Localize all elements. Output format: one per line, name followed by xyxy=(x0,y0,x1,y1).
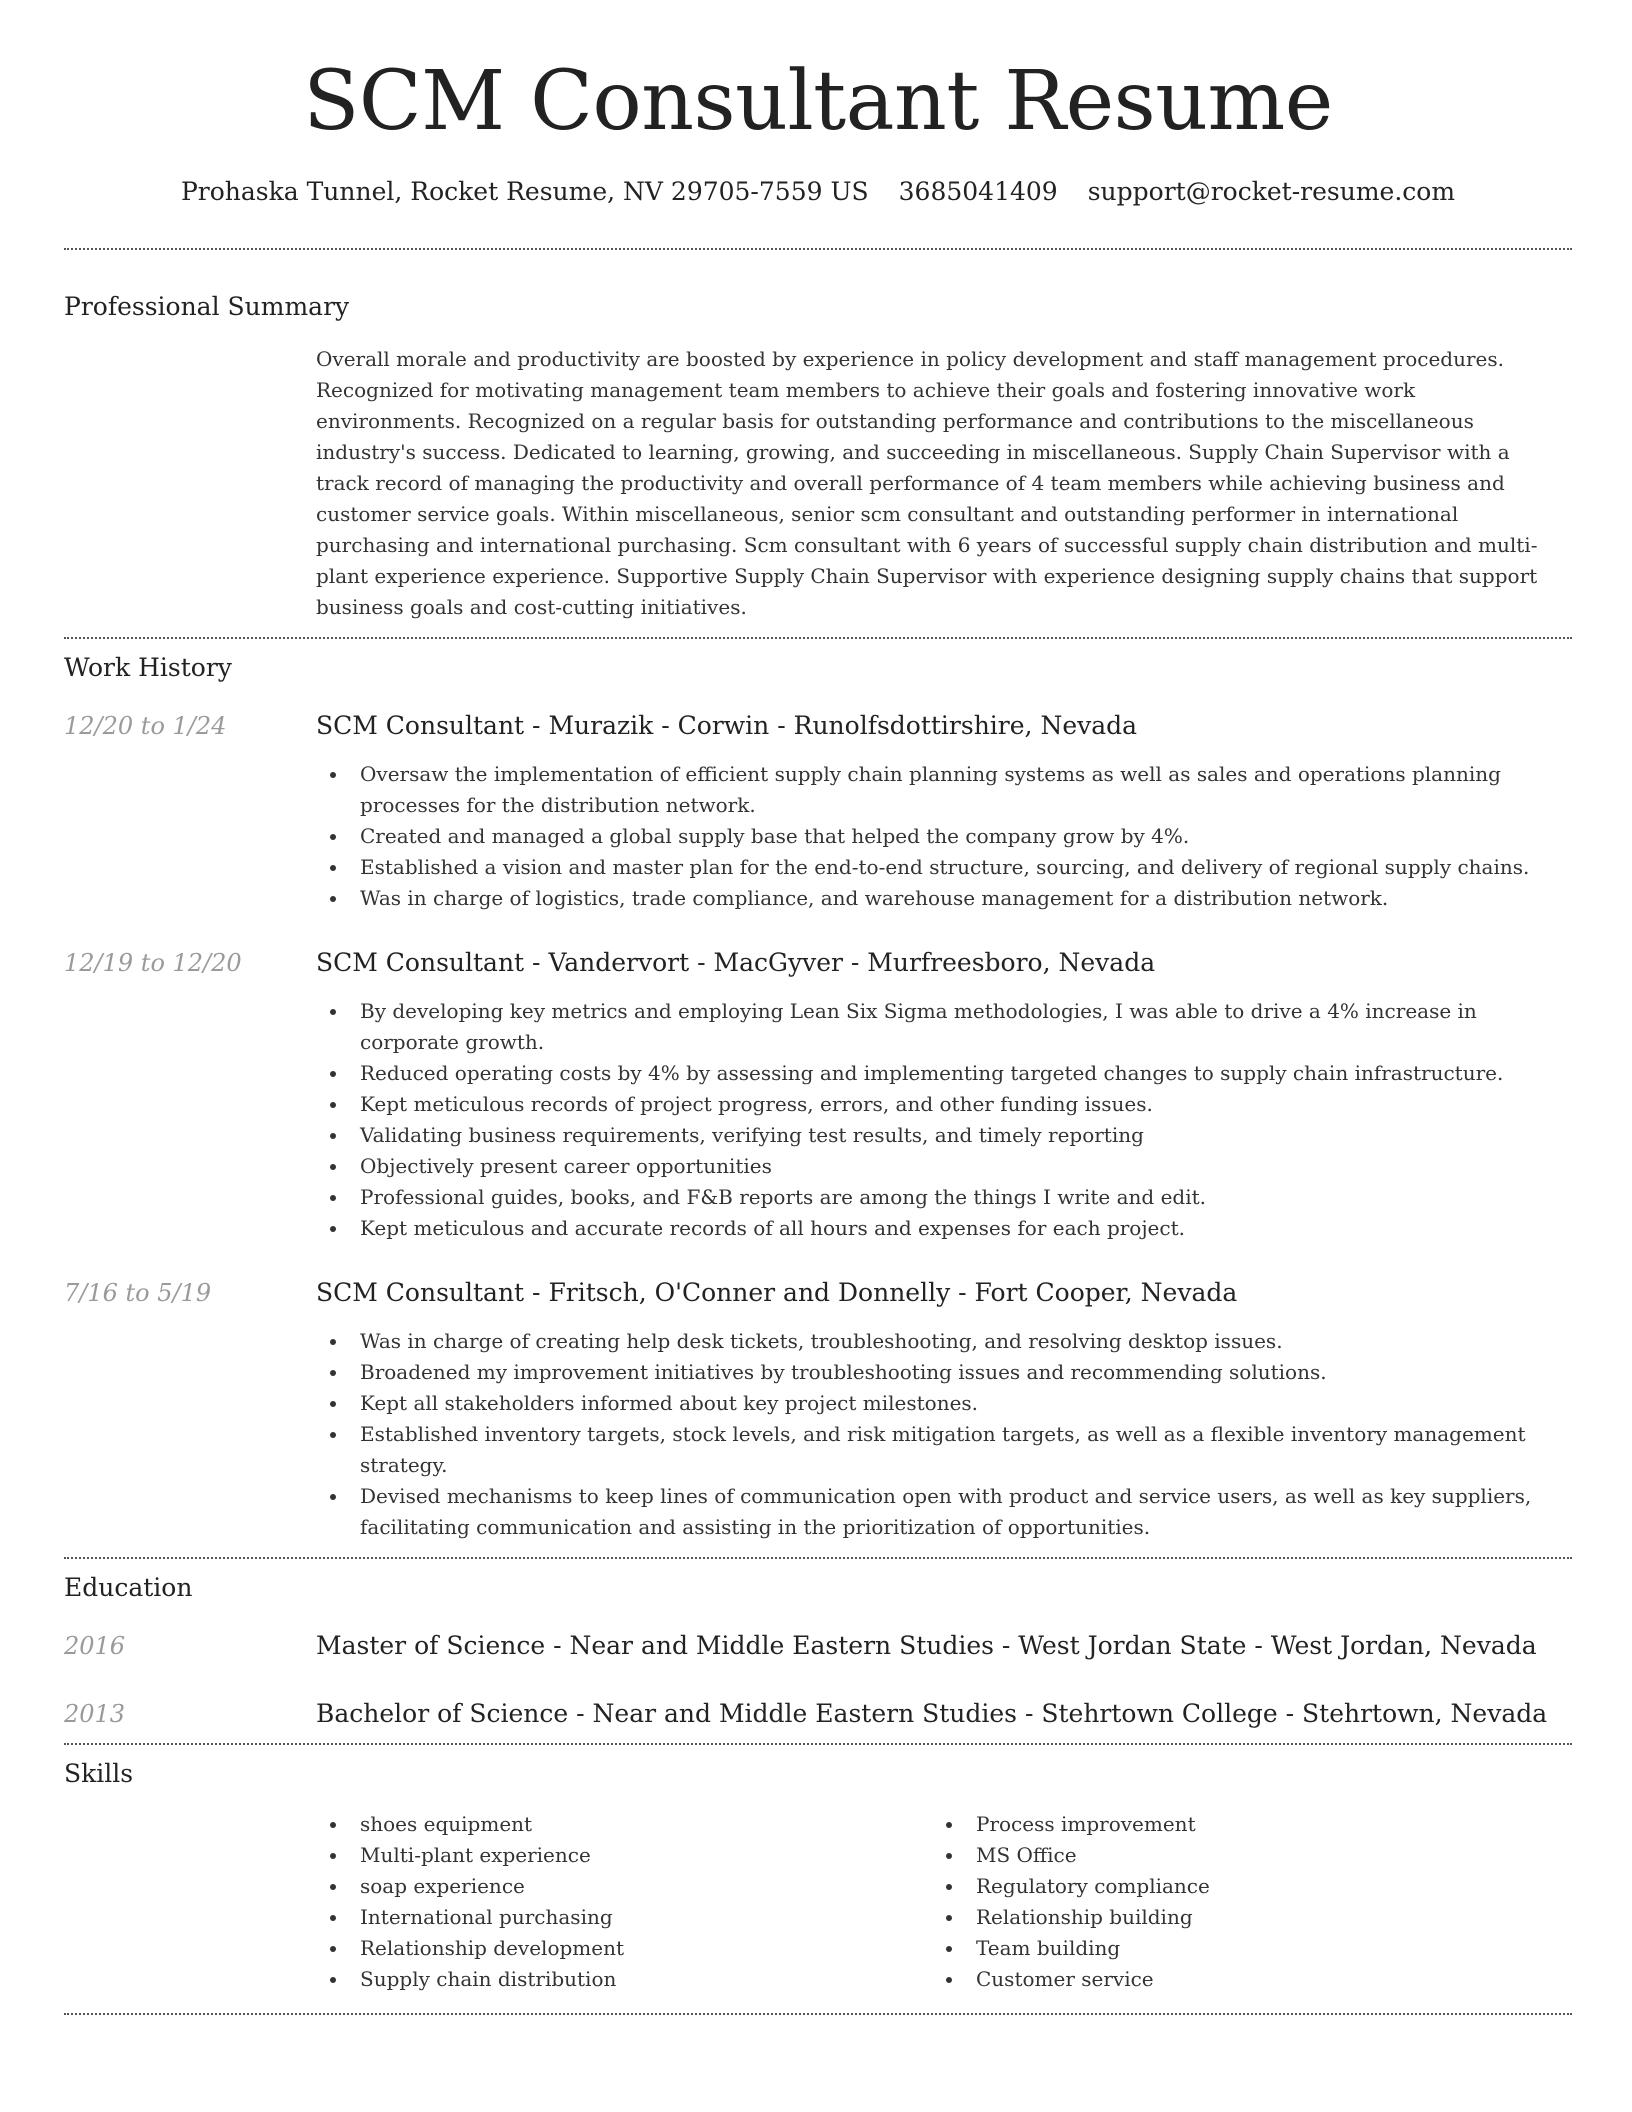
job-bullet: Kept all stakeholders informed about key project milestones. xyxy=(316,1388,1572,1419)
job-dates: 7/16 to 5/19 xyxy=(64,1279,212,1307)
job-bullet: Was in charge of creating help desk tickets, troubleshooting, and resolving desktop issues. xyxy=(316,1326,1572,1357)
skills-column-left xyxy=(316,1809,932,1995)
skill-item: Process improvement xyxy=(932,1809,1548,1840)
skill-item: shoes equipment xyxy=(316,1809,932,1840)
job-bullet: Professional guides, books, and F&B reports are among the things I write and edit. xyxy=(316,1182,1572,1213)
summary-heading: Professional Summary xyxy=(64,292,350,321)
job-entry xyxy=(64,709,1572,914)
skill-item: Supply chain distribution xyxy=(316,1964,932,1995)
contact-line xyxy=(64,174,1572,210)
job-title: SCM Consultant - Vandervort - MacGyver - Murfreesboro, Nevada xyxy=(316,948,1156,977)
education-year: 2013 xyxy=(64,1700,126,1728)
skill-item: MS Office xyxy=(932,1840,1548,1871)
education-entry xyxy=(64,1629,1572,1663)
job-bullet: Created and managed a global supply base that helped the company grow by 4%. xyxy=(316,821,1572,852)
contact-email: support@rocket-resume.com xyxy=(1087,177,1456,206)
job-bullet: Established a vision and master plan for the end-to-end structure, sourcing, and delivery of regional supply chains. xyxy=(316,852,1572,883)
skill-item: Relationship development xyxy=(316,1933,932,1964)
skills-column-right xyxy=(932,1809,1548,1995)
job-dates: 12/20 to 1/24 xyxy=(64,712,227,740)
divider xyxy=(64,637,1572,639)
contact-phone: 3685041409 xyxy=(898,177,1058,206)
job-bullets xyxy=(316,759,1572,914)
skill-item: Team building xyxy=(932,1933,1548,1964)
job-dates: 12/19 to 12/20 xyxy=(64,949,242,977)
divider xyxy=(64,1743,1572,1745)
divider xyxy=(64,248,1572,250)
divider xyxy=(64,2013,1572,2015)
education-year: 2016 xyxy=(64,1632,126,1660)
skills-heading: Skills xyxy=(64,1759,134,1788)
job-title: SCM Consultant - Fritsch, O'Conner and Donnelly - Fort Cooper, Nevada xyxy=(316,1278,1238,1307)
job-bullets xyxy=(316,996,1572,1244)
job-bullet: Was in charge of logistics, trade compliance, and warehouse management for a distribution network. xyxy=(316,883,1572,914)
skills-list xyxy=(316,1809,1572,1995)
skill-item: International purchasing xyxy=(316,1902,932,1933)
skill-item: Customer service xyxy=(932,1964,1548,1995)
job-bullet: Devised mechanisms to keep lines of communication open with product and service users, as well as key suppliers, facilitating communication and assisting in the prioritization of opportunities. xyxy=(316,1481,1572,1543)
skill-item: Relationship building xyxy=(932,1902,1548,1933)
job-entry xyxy=(64,1276,1572,1543)
job-bullet: Oversaw the implementation of efficient supply chain planning systems as well as sales and operations planning processes for the distribution network. xyxy=(316,759,1572,821)
work-history-heading: Work History xyxy=(64,653,232,682)
education-entry xyxy=(64,1697,1572,1731)
job-entry xyxy=(64,946,1572,1244)
job-bullet: Kept meticulous records of project progress, errors, and other funding issues. xyxy=(316,1089,1572,1120)
resume-title: SCM Consultant Resume xyxy=(303,54,1333,149)
job-bullets xyxy=(316,1326,1572,1543)
education-degree: Bachelor of Science - Near and Middle Eastern Studies - Stehrtown College - Stehrtown, Nevada xyxy=(316,1699,1548,1728)
education-heading: Education xyxy=(64,1573,193,1602)
job-bullet: Validating business requirements, verifying test results, and timely reporting xyxy=(316,1120,1572,1151)
job-bullet: Established inventory targets, stock levels, and risk mitigation targets, as well as a flexible inventory management strategy. xyxy=(316,1419,1572,1481)
summary-text: Overall morale and productivity are boosted by experience in policy development and staff management procedures. Recognized for motivating management team members to achieve their goals and fostering innovative work environments. Recognized on a regular basis for outstanding performance and contributions to the miscellaneous industry's success. Dedicated to learning, growing, and succeeding in miscellaneous. Supply Chain Supervisor with a track record of managing the productivity and overall performance of 4 team members while achieving business and customer service goals. Within miscellaneous, senior scm consultant and outstanding performer in international purchasing and international purchasing. Scm consultant with 6 years of successful supply chain distribution and multi-plant experience experience. Supportive Supply Chain Supervisor with experience designing supply chains that support business goals and cost-cutting initiatives. xyxy=(316,347,1538,619)
job-bullet: Broadened my improvement initiatives by troubleshooting issues and recommending solutions. xyxy=(316,1357,1572,1388)
skill-item: Regulatory compliance xyxy=(932,1871,1548,1902)
skill-item: soap experience xyxy=(316,1871,932,1902)
skill-item: Multi-plant experience xyxy=(316,1840,932,1871)
job-bullet: By developing key metrics and employing Lean Six Sigma methodologies, I was able to drive a 4% increase in corporate growth. xyxy=(316,996,1572,1058)
job-title: SCM Consultant - Murazik - Corwin - Runolfsdottirshire, Nevada xyxy=(316,711,1138,740)
job-bullet: Objectively present career opportunities xyxy=(316,1151,1572,1182)
contact-address: Prohaska Tunnel, Rocket Resume, NV 29705-7559 US xyxy=(180,177,869,206)
job-bullet: Reduced operating costs by 4% by assessing and implementing targeted changes to supply chain infrastructure. xyxy=(316,1058,1572,1089)
education-degree: Master of Science - Near and Middle Eastern Studies - West Jordan State - West Jordan, Nevada xyxy=(316,1631,1537,1660)
job-bullet: Kept meticulous and accurate records of all hours and expenses for each project. xyxy=(316,1213,1572,1244)
resume-page xyxy=(64,0,1572,2015)
divider xyxy=(64,1557,1572,1559)
